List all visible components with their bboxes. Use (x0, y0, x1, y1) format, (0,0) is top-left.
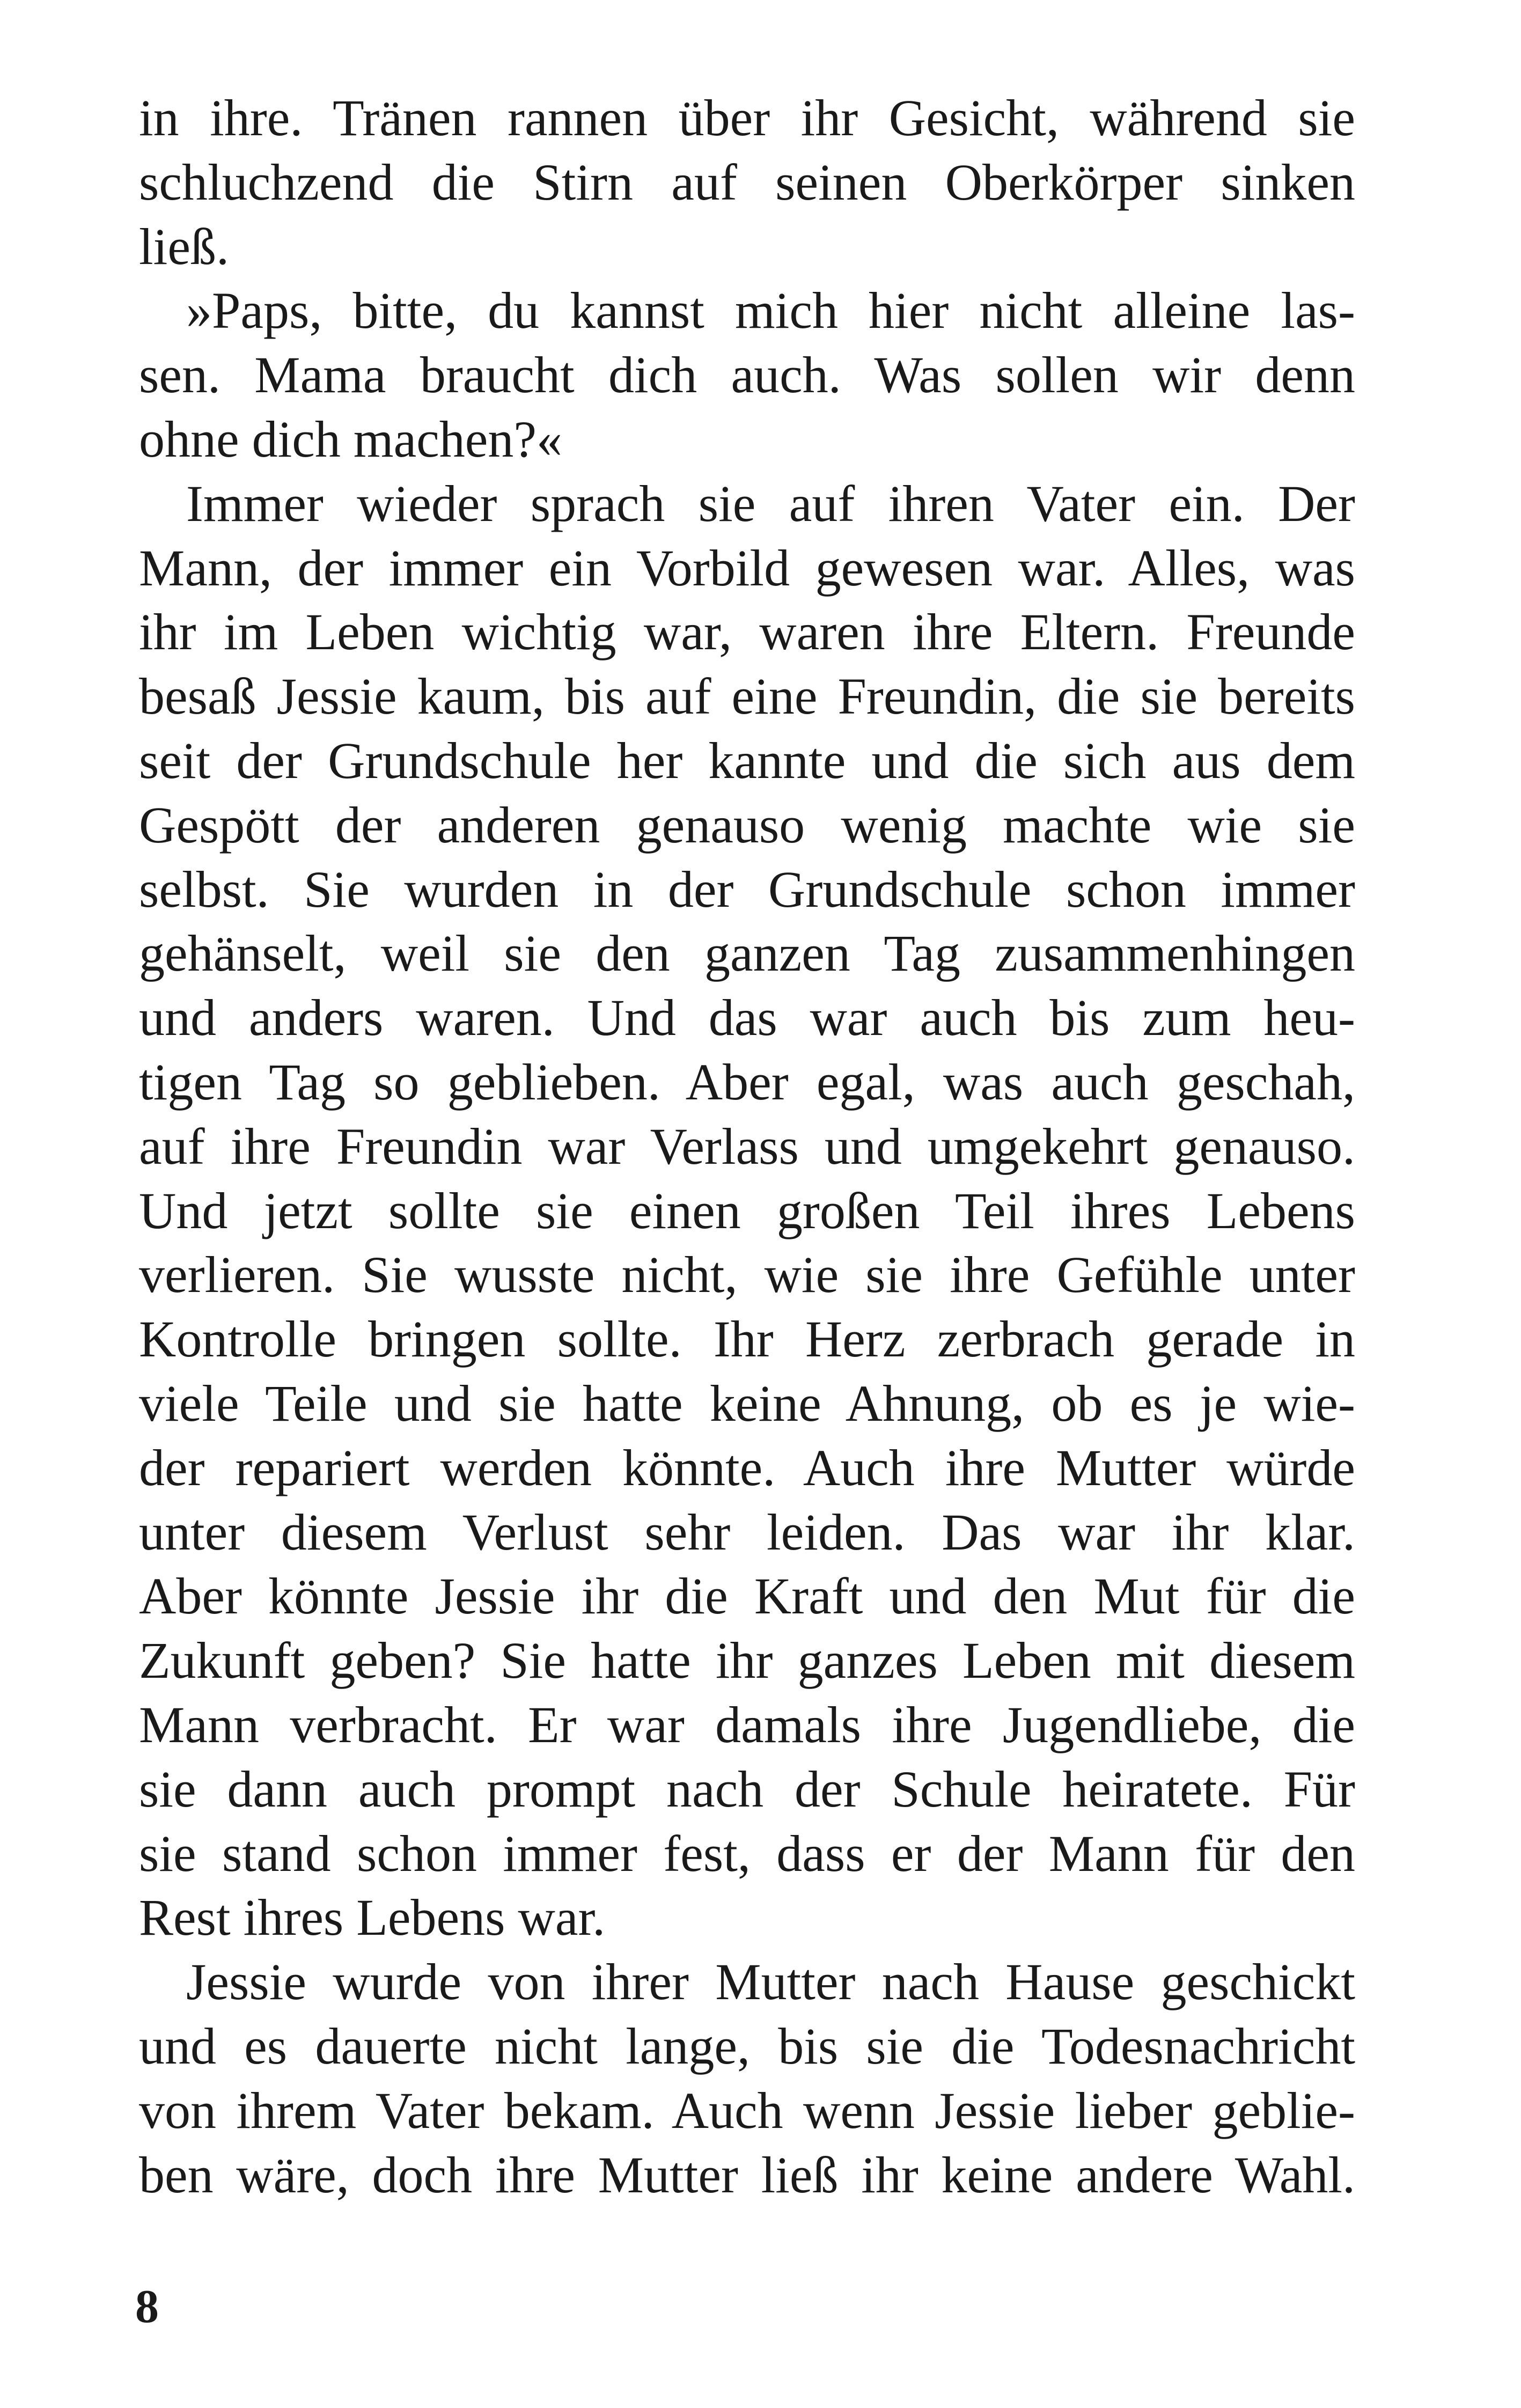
text-line: unter diesem Verlust sehr leiden. Das war ihr klar. (139, 1503, 1355, 1561)
page-number: 8 (135, 2281, 159, 2333)
text-line: Kontrolle bringen sollte. Ihr Herz zerbrach gerade in (139, 1310, 1355, 1368)
text-line: schluchzend die Stirn auf seinen Oberkörper sinken (139, 153, 1355, 211)
text-line: Mann, der immer ein Vorbild gewesen war. Alles, was (139, 539, 1355, 597)
text-line: sie stand schon immer fest, dass er der Mann für den (139, 1824, 1355, 1882)
text-line: Und jetzt sollte sie einen großen Teil ihres Lebens (139, 1181, 1355, 1239)
text-line: und anders waren. Und das war auch bis zum heu- (139, 989, 1355, 1047)
text-line: Zukunft geben? Sie hatte ihr ganzes Leben mit diesem (139, 1632, 1355, 1690)
text-line: in ihre. Tränen rannen über ihr Gesicht, während sie (139, 89, 1355, 146)
text-line: Immer wieder sprach sie auf ihren Vater ein. Der (186, 474, 1355, 532)
text-line: Rest ihres Lebens war. (139, 1889, 606, 1947)
text-line: Mann verbracht. Er war damals ihre Jugendliebe, die (139, 1695, 1355, 1753)
text-line: der repariert werden könnte. Auch ihre Mutter würde (139, 1438, 1355, 1496)
text-line: verlieren. Sie wusste nicht, wie sie ihre Gefühle unter (139, 1246, 1355, 1304)
text-line: ihr im Leben wichtig war, waren ihre Eltern. Freunde (139, 603, 1355, 661)
text-line: selbst. Sie wurden in der Grundschule schon immer (139, 860, 1355, 918)
text-line: ließ. (139, 217, 229, 275)
text-line: besaß Jessie kaum, bis auf eine Freundin, die sie bereits (139, 667, 1355, 725)
text-line: tigen Tag so geblieben. Aber egal, was auch geschah, (139, 1053, 1355, 1111)
text-line: Gespött der anderen genauso wenig machte wie sie (139, 796, 1355, 854)
text-line: auf ihre Freundin war Verlass und umgekehrt genauso. (139, 1117, 1355, 1175)
text-line: gehänselt, weil sie den ganzen Tag zusammenhingen (139, 924, 1355, 982)
text-line: viele Teile und sie hatte keine Ahnung, ob es je wie- (139, 1374, 1355, 1432)
text-line: sen. Mama braucht dich auch. Was sollen wir denn (139, 346, 1355, 404)
body-text (139, 86, 1355, 2207)
text-line: Jessie wurde von ihrer Mutter nach Hause geschickt (186, 1953, 1355, 2011)
text-line: und es dauerte nicht lange, bis sie die Todesnachricht (139, 2017, 1355, 2075)
text-line: ohne dich machen?« (139, 410, 562, 468)
text-line: »Paps, bitte, du kannst mich hier nicht alleine las- (186, 282, 1355, 340)
text-line: seit der Grundschule her kannte und die sich aus dem (139, 731, 1355, 789)
text-line: ben wäre, doch ihre Mutter ließ ihr keine andere Wahl. (139, 2146, 1355, 2204)
text-line: Aber könnte Jessie ihr die Kraft und den Mut für die (139, 1567, 1355, 1625)
text-line: von ihrem Vater bekam. Auch wenn Jessie lieber geblie- (139, 2081, 1355, 2139)
text-line: sie dann auch prompt nach der Schule heiratete. Für (139, 1760, 1355, 1818)
